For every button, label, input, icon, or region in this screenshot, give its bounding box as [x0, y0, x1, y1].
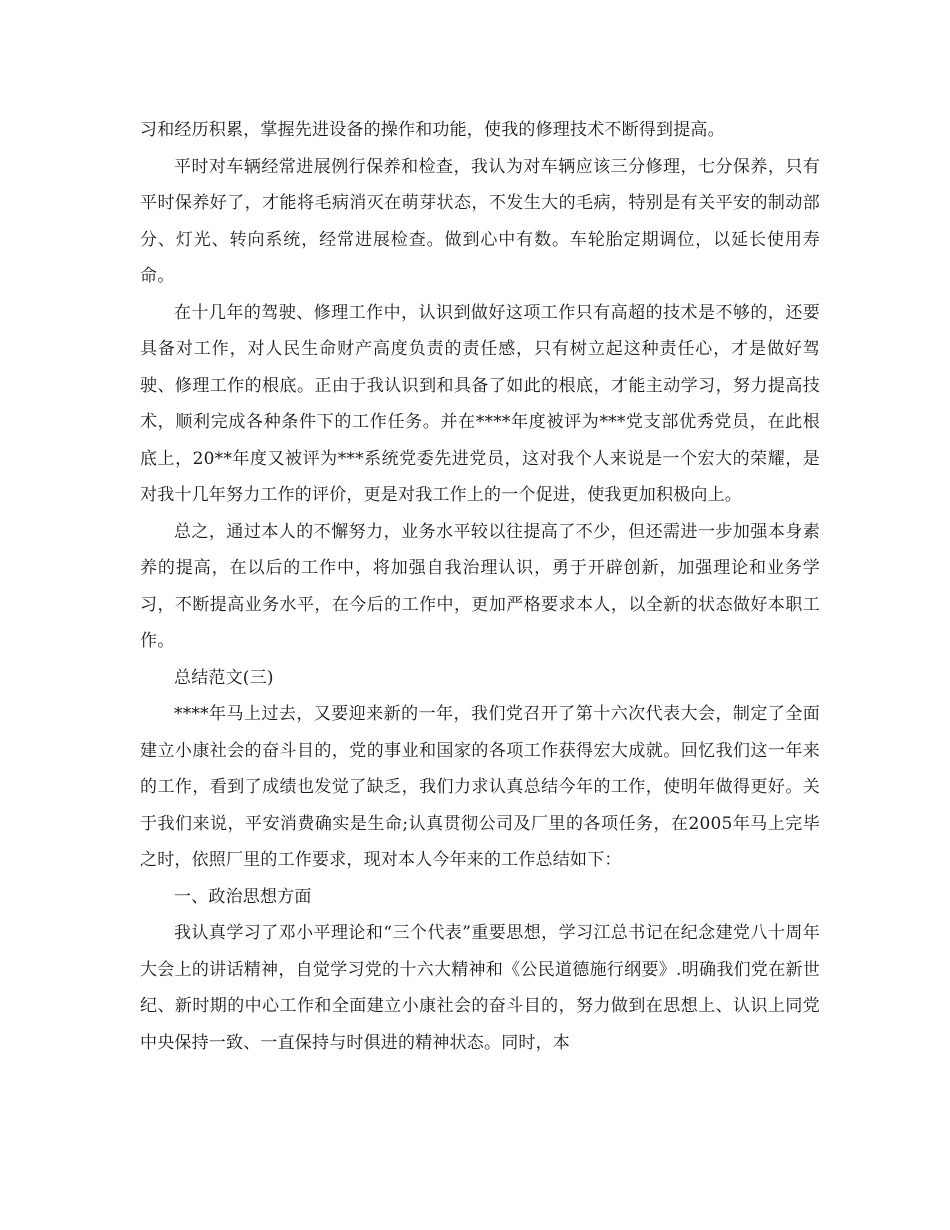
- section-heading-3: 总结范文(三): [174, 667, 274, 688]
- paragraph-3: 在十几年的驾驶、修理工作中，认识到做好这项工作只有高超的技术是不够的，还要具备对工作，对人民生命财产高度负责的责任感，只有树立起这种责任心，才是做好驾驶、修理工作的根底。正由于我认识到和具备了如此的根底，才能主动学习，努力提高技术，顺利完成各种条件下的工作任务。并在****年度被评为***党支部优秀党员，在此根底上，20**年度又被评为***系统党委先进党员，这对我个人来说是一个宏大的荣耀，是对我十几年努力工作的评价，更是对我工作上的一个促进，使我更加积极向上。: [140, 302, 820, 505]
- paragraph-2: 平时对车辆经常进展例行保养和检查，我认为对车辆应该三分修理，七分保养，只有平时保养好了，才能将毛病消灭在萌芽状态，不发生大的毛病，特别是有关平安的制动部分、灯光、转向系统，经常进展检查。做到心中有数。车轮胎定期调位，以延长使用寿命。: [140, 156, 820, 286]
- paragraph-6: 我认真学习了邓小平理论和“三个代表”重要思想，学习江总书记在纪念建党八十周年大会上的讲话精神，自觉学习党的十六大精神和《公民道德施行纲要》.明确我们党在新世纪、新时期的中心工作和全面建立小康社会的奋斗目的，努力做到在思想上、认识上同党中央保持一致、一直保持与时俱进的精神状态。同时，本: [140, 923, 820, 1053]
- subheading-politics: 一、政治思想方面: [174, 886, 312, 907]
- document-page: [140, 112, 820, 1061]
- paragraph-5: ****年马上过去，又要迎来新的一年，我们党召开了第十六次代表大会，制定了全面建立小康社会的奋斗目的，党的事业和国家的各项工作获得宏大成就。回忆我们这一年来的工作，看到了成绩也发觉了缺乏，我们力求认真总结今年的工作，使明年做得更好。关于我们来说，平安消费确实是生命;认真贯彻公司及厂里的各项任务，在2005年马上完毕之时，依照厂里的工作要求，现对本人今年来的工作总结如下：: [140, 704, 820, 870]
- paragraph-1: 习和经历积累，掌握先进设备的操作和功能，使我的修理技术不断得到提高。: [140, 120, 725, 140]
- paragraph-4: 总之，通过本人的不懈努力，业务水平较以往提高了不少，但还需进一步加强本身素养的提高，在以后的工作中，将加强自我治理认识，勇于开辟创新，加强理论和业务学习，不断提高业务水平，在今后的工作中，更加严格要求本人，以全新的状态做好本职工作。: [140, 521, 820, 651]
